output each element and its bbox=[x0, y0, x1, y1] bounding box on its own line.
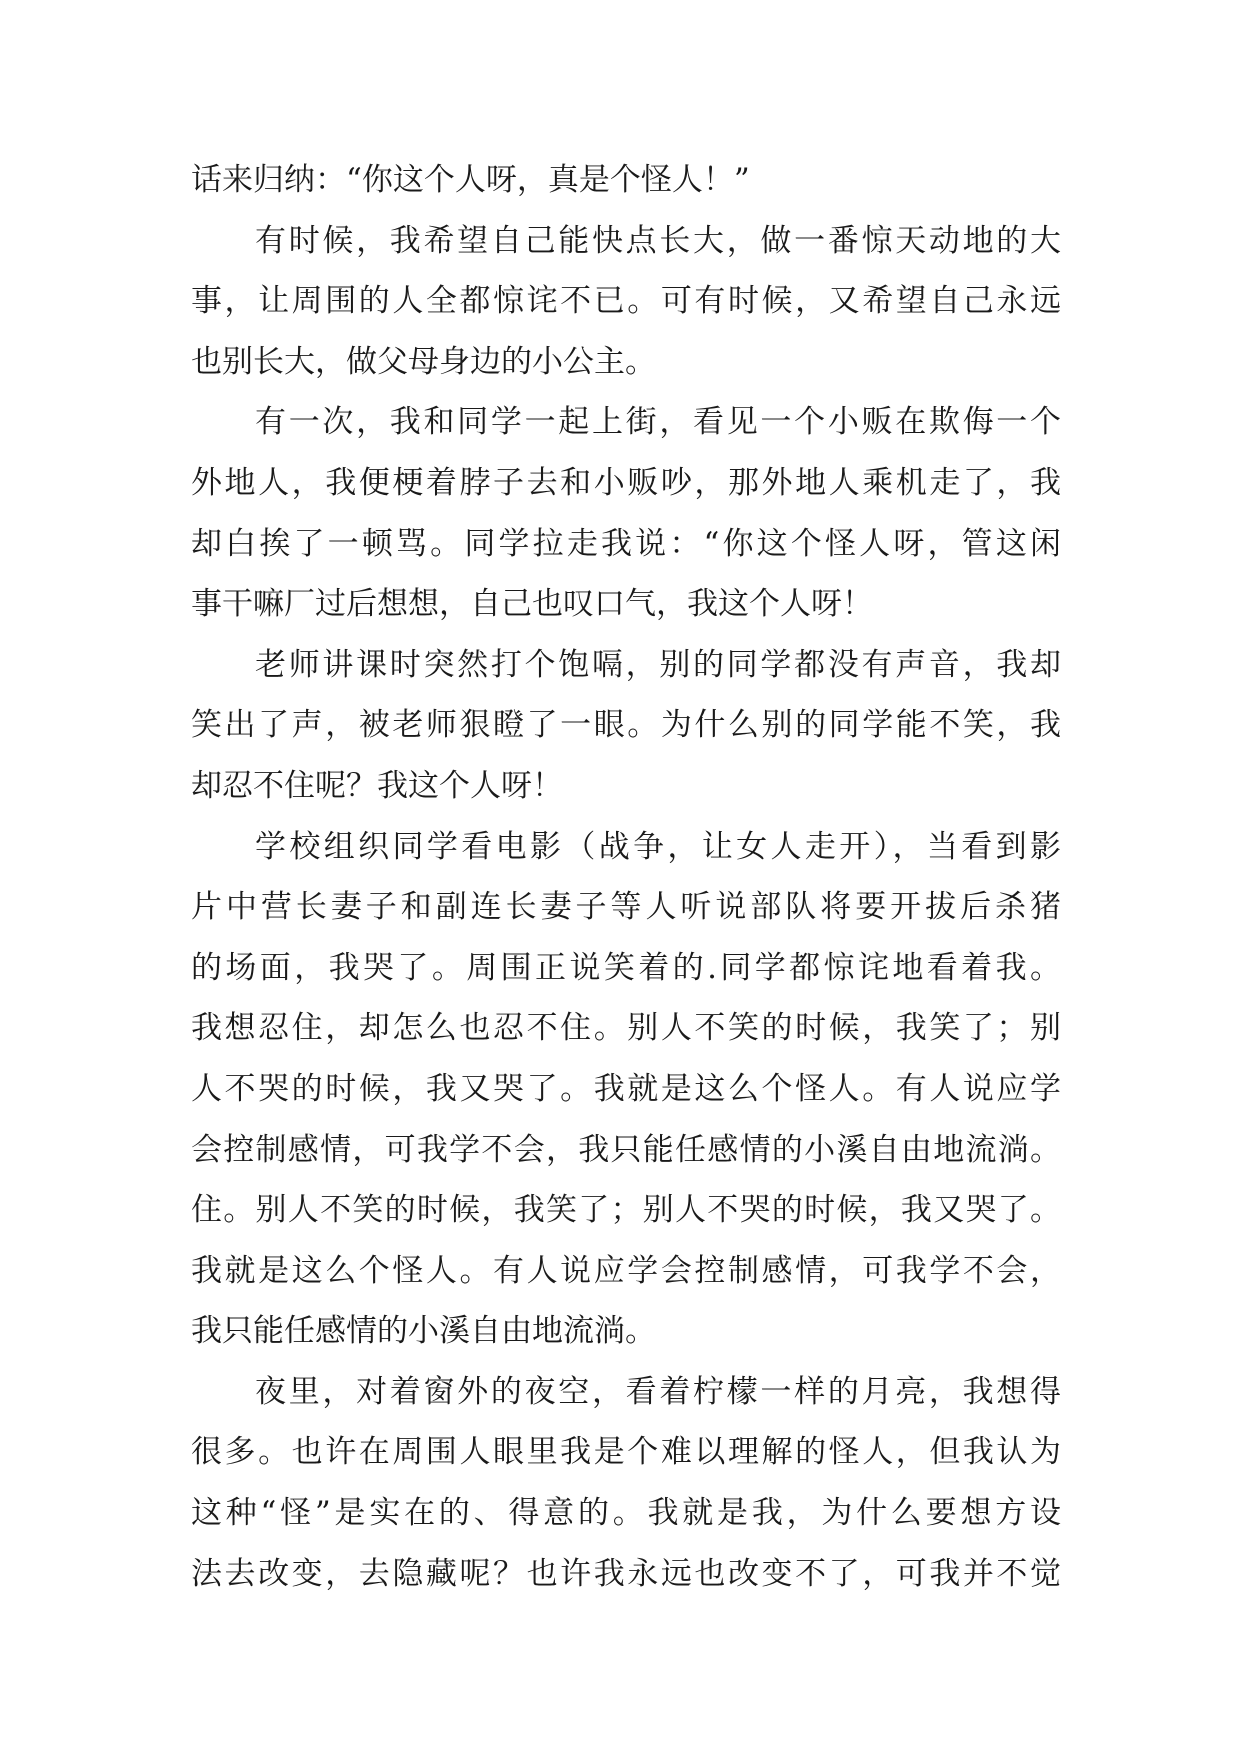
text-line: 人不哭的时候，我又哭了。我就是这么个怪人。有人说应学 bbox=[191, 1070, 1061, 1107]
text-line: 也别长大，做父母身边的小公主。 bbox=[191, 343, 656, 380]
essay-body bbox=[191, 150, 1061, 1604]
text-line: 却白挨了一顿骂。同学拉走我说：“你这个怪人呀，管这闲 bbox=[191, 525, 1061, 562]
text-line: 住。别人不笑的时候，我笑了；别人不哭的时候，我又哭了。 bbox=[191, 1192, 1061, 1229]
text-line: 我只能任感情的小溪自由地流淌。 bbox=[191, 1313, 656, 1350]
text-line: 有时候，我希望自己能快点长大，做一番惊天动地的大 bbox=[255, 222, 1061, 259]
text-line: 我想忍住，却怎么也忍不住。别人不笑的时候，我笑了；别 bbox=[191, 1010, 1061, 1047]
text-line: 我就是这么个怪人。有人说应学会控制感情，可我学不会， bbox=[191, 1252, 1061, 1289]
text-line: 很多。也许在周围人眼里我是个难以理解的怪人，但我认为 bbox=[191, 1434, 1061, 1471]
text-line: 笑出了声，被老师狠瞪了一眼。为什么别的同学能不笑，我 bbox=[191, 707, 1061, 744]
text-line: 的场面，我哭了。周围正说笑着的.同学都惊诧地看着我。 bbox=[191, 949, 1061, 986]
text-line: 外地人，我便梗着脖子去和小贩吵，那外地人乘机走了，我 bbox=[191, 464, 1061, 501]
text-line: 法去改变，去隐藏呢？也许我永远也改变不了，可我并不觉 bbox=[191, 1555, 1061, 1592]
text-line: 事干嘛厂过后想想，自己也叹口气，我这个人呀！ bbox=[191, 586, 873, 623]
text-line: 事，让周围的人全都惊诧不已。可有时候，又希望自己永远 bbox=[191, 283, 1061, 320]
text-line: 这种“怪”是实在的、得意的。我就是我，为什么要想方设 bbox=[191, 1495, 1061, 1532]
text-line: 有一次，我和同学一起上街，看见一个小贩在欺侮一个 bbox=[255, 404, 1061, 441]
text-line: 会控制感情，可我学不会，我只能任感情的小溪自由地流淌。 bbox=[191, 1131, 1061, 1168]
text-line: 学校组织同学看电影（战争，让女人走开），当看到影 bbox=[255, 828, 1061, 865]
text-line: 却忍不住呢？我这个人呀！ bbox=[191, 767, 563, 804]
text-line: 夜里，对着窗外的夜空，看着柠檬一样的月亮，我想得 bbox=[255, 1373, 1061, 1410]
text-line: 老师讲课时突然打个饱嗝，别的同学都没有声音，我却 bbox=[255, 646, 1061, 683]
text-line: 片中营长妻子和副连长妻子等人听说部队将要开拔后杀猪 bbox=[191, 889, 1061, 926]
text-line: 话来归纳：“你这个人呀，真是个怪人！” bbox=[191, 162, 750, 198]
